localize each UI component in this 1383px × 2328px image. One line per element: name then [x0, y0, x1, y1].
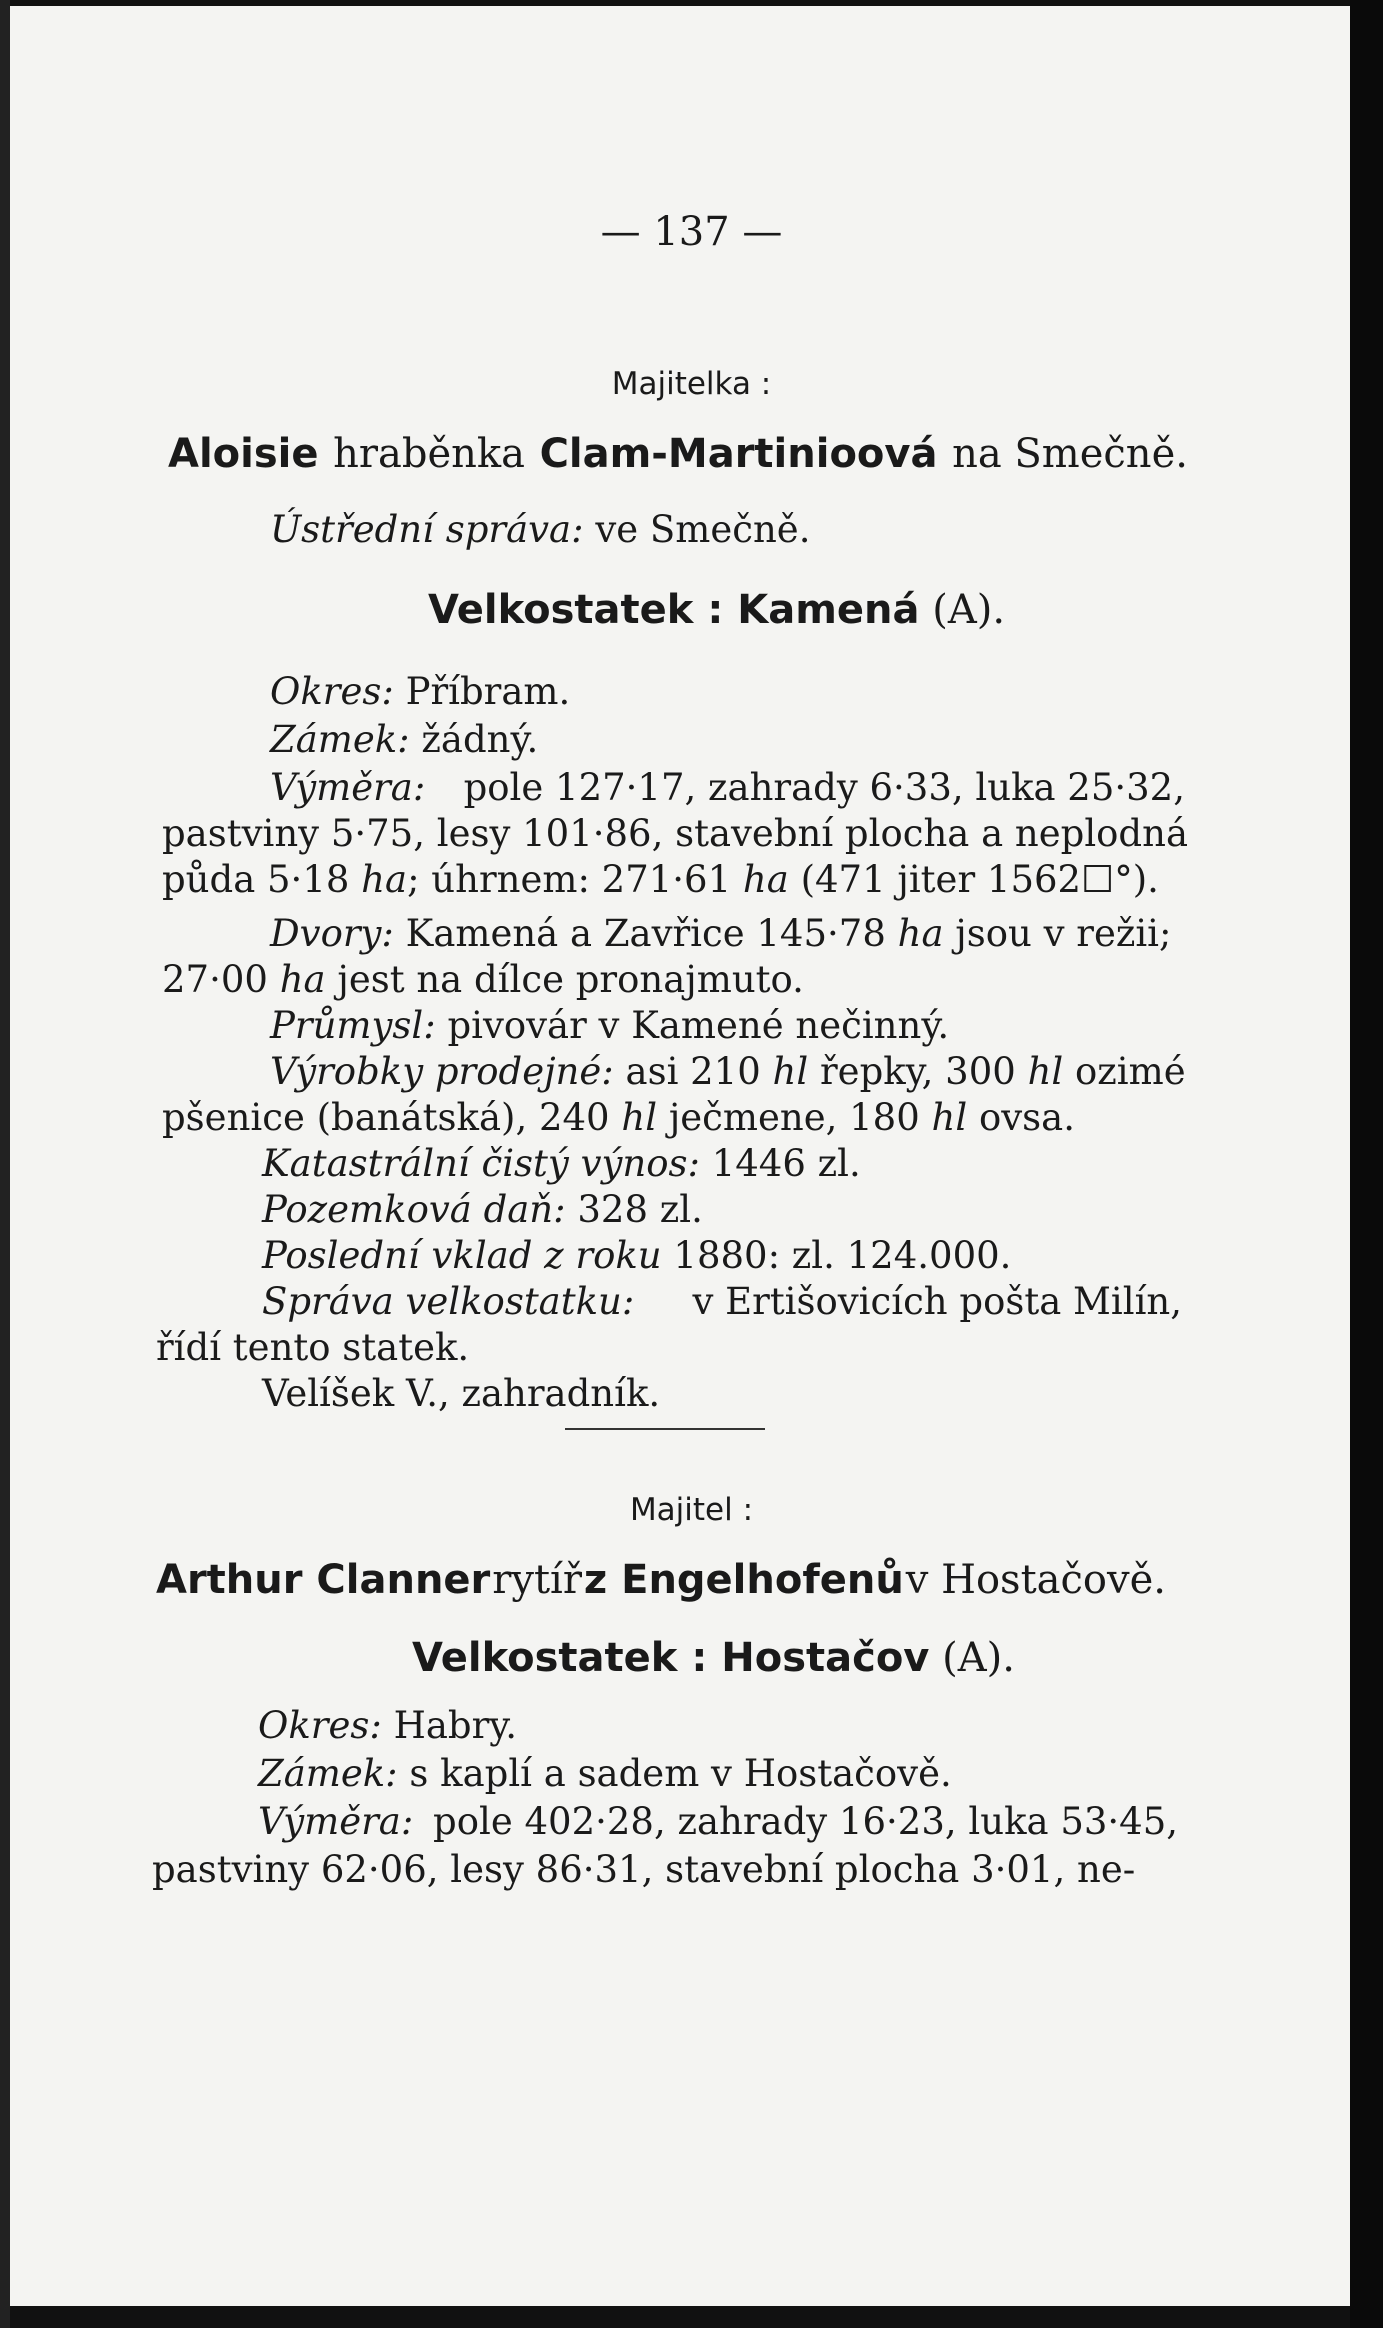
owner2-line — [156, 1558, 1166, 1602]
owner2-surname: z Engelhofenů — [583, 1557, 904, 1603]
estate2-suffix: (A). — [942, 1635, 1015, 1681]
hl-unit: hl — [1027, 1050, 1064, 1093]
yards-a: Kamená a Zavřice 145·78 — [405, 912, 886, 955]
area2-label: Výměra: — [258, 1800, 414, 1843]
estate2-castle — [258, 1752, 952, 1796]
estate2-area-l2: pastviny 62·06, lesy 86·31, stavební plocha 3·01, ne- — [152, 1848, 1136, 1891]
land-tax-value: 328 zl. — [577, 1188, 703, 1231]
estate1-mgmt-l1 — [262, 1280, 1182, 1324]
hl-unit: hl — [772, 1050, 809, 1093]
area-line-1: pole 127·17, zahrady 6·33, luka 25·32, — [463, 766, 1185, 809]
estate1-area-l3 — [162, 858, 1159, 902]
estate2-area-l1 — [258, 1800, 1178, 1844]
last-entry-value: 1880: zl. 124.000. — [673, 1234, 1012, 1277]
products-b: řepky, 300 — [819, 1050, 1016, 1093]
estate1-industry — [270, 1004, 949, 1048]
estate1-castle — [270, 718, 538, 762]
ha-unit: ha — [361, 858, 408, 901]
estate1-district — [270, 670, 570, 714]
estate1-products-l1 — [270, 1050, 1186, 1094]
owner-title: hraběnka — [333, 431, 525, 477]
estate1-products-l2 — [162, 1096, 1075, 1140]
page-number: — 137 — — [600, 209, 783, 255]
estate1-heading: Velkostatek : Kamená — [428, 587, 920, 633]
section-divider — [565, 1428, 765, 1430]
district-label: Okres: — [270, 670, 394, 713]
owner-label: Majitelka : — [611, 366, 772, 402]
ha-unit: ha — [897, 912, 944, 955]
central-admin-value: ve Smečně. — [595, 508, 811, 551]
area-l3-a: půda 5·18 — [162, 858, 350, 901]
last-entry-label: Poslední vklad z roku — [262, 1234, 662, 1277]
owner2-first-name: Arthur Clanner — [156, 1557, 491, 1603]
estate2-heading-line — [412, 1636, 1015, 1680]
castle2-label: Zámek: — [258, 1752, 398, 1795]
owner2-label: Majitel : — [629, 1492, 754, 1528]
products-label: Výrobky prodejné: — [270, 1050, 614, 1093]
mgmt-line-1: v Ertišovicích pošta Milín, — [692, 1280, 1182, 1323]
products-a: asi 210 — [625, 1050, 761, 1093]
estate1-area-l2: pastviny 5·75, lesy 101·86, stavební plocha a neplodná — [162, 812, 1189, 855]
owner2-title: rytíř — [492, 1557, 582, 1603]
estate1-last-entry — [262, 1234, 1011, 1278]
yards-label: Dvory: — [270, 912, 394, 955]
owner-place: na Smečně. — [952, 431, 1188, 477]
estate1-mgmt-l2: řídí tento statek. — [156, 1326, 470, 1369]
products-l2-a: pšenice (banátská), 240 — [162, 1096, 610, 1139]
district-value: Příbram. — [405, 670, 571, 713]
estate1-land-tax — [262, 1188, 703, 1232]
cadastral-label: Katastrální čistý výnos: — [262, 1142, 700, 1185]
district2-value: Habry. — [393, 1704, 518, 1747]
owner-first-name: Aloisie — [168, 431, 319, 477]
estate1-suffix: (A). — [932, 587, 1006, 633]
page-edge-left — [0, 0, 10, 2328]
products-l2-b: ječmene, 180 — [668, 1096, 920, 1139]
estate1-gardener: Velíšek V., zahradník. — [262, 1372, 661, 1415]
owner-surname: Clam-Martinioová — [539, 431, 938, 477]
yards-l2-b: jest na dílce pronajmuto. — [337, 958, 804, 1001]
land-tax-label: Pozemková daň: — [262, 1188, 566, 1231]
central-admin-label: Ústřední správa: — [270, 508, 584, 551]
castle2-value: s kaplí a sadem v Hostačově. — [409, 1752, 952, 1795]
page-edge-right — [1350, 0, 1383, 2328]
products-c: ozimé — [1075, 1050, 1186, 1093]
products-l2-c: ovsa. — [978, 1096, 1075, 1139]
cadastral-value: 1446 zl. — [711, 1142, 861, 1185]
hl-unit: hl — [621, 1096, 658, 1139]
area-l3-b: ; úhrnem: 271·61 — [407, 858, 732, 901]
estate1-yards-l2 — [162, 958, 804, 1002]
yards-b: jsou v režii; — [955, 912, 1172, 955]
estate1-cadastral — [262, 1142, 861, 1186]
estate1-area-l1 — [270, 766, 1185, 810]
estate2-heading: Velkostatek : Hostačov — [412, 1635, 930, 1681]
ha-unit: ha — [742, 858, 789, 901]
estate1-heading-line — [428, 588, 1005, 632]
area-l3-c: (471 jiter 1562☐°). — [800, 858, 1159, 901]
central-admin-line — [270, 508, 810, 552]
hl-unit: hl — [931, 1096, 968, 1139]
castle-label: Zámek: — [270, 718, 410, 761]
owner2-place: v Hostačově. — [905, 1557, 1166, 1603]
castle-value: žádný. — [421, 718, 539, 761]
ha-unit: ha — [279, 958, 326, 1001]
industry-label: Průmysl: — [270, 1004, 436, 1047]
yards-l2-a: 27·00 — [162, 958, 268, 1001]
industry-value: pivovár v Kamené nečinný. — [447, 1004, 950, 1047]
estate1-yards-l1 — [270, 912, 1220, 956]
area-label: Výměra: — [270, 766, 426, 809]
estate2-district — [258, 1704, 517, 1748]
district2-label: Okres: — [258, 1704, 382, 1747]
mgmt-label: Správa velkostatku: — [262, 1280, 635, 1323]
owner-line — [168, 432, 1188, 476]
area2-line-1: pole 402·28, zahrady 16·23, luka 53·45, — [433, 1800, 1178, 1843]
